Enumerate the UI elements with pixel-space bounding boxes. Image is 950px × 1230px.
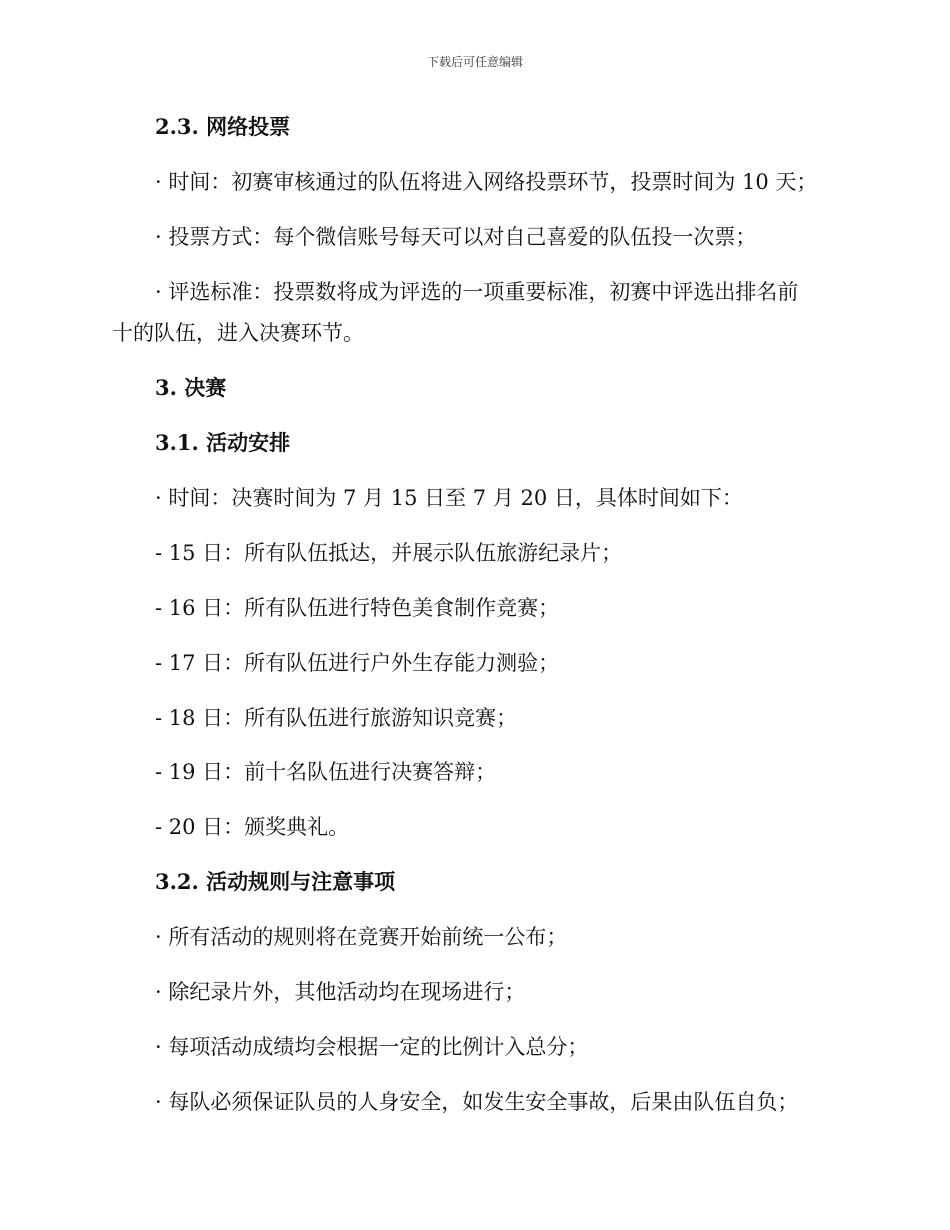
paragraph-selection-criteria: · 评选标准：投票数将成为评选的一项重要标准，初赛中评选出排名前 [155, 280, 799, 304]
section-heading-3: 3. 决赛 [155, 375, 227, 400]
schedule-item-20: - 20 日：颁奖典礼。 [155, 815, 350, 839]
page-header: 下载后可任意编辑 [426, 55, 523, 69]
section-heading-3-1: 3.1. 活动安排 [155, 430, 291, 455]
rule-item-3: · 每项活动成绩均会根据一定的比例计入总分； [155, 1035, 589, 1059]
section-heading-2-3: 2.3. 网络投票 [155, 114, 291, 139]
paragraph-voting-time: · 时间：初赛审核通过的队伍将进入网络投票环节，投票时间为 10 天； [155, 170, 818, 194]
schedule-item-15: - 15 日：所有队伍抵达，并展示队伍旅游纪录片； [155, 541, 623, 565]
rule-item-1: · 所有活动的规则将在竞赛开始前统一公布； [155, 925, 568, 949]
rule-item-4: · 每队必须保证队员的人身安全，如发生安全事故，后果由队伍自负； [155, 1090, 799, 1114]
schedule-item-16: - 16 日：所有队伍进行特色美食制作竞赛； [155, 596, 560, 620]
paragraph-final-time: · 时间：决赛时间为 7 月 15 日至 7 月 20 日，具体时间如下： [155, 486, 743, 510]
paragraph-selection-criteria-cont: 十的队伍，进入决赛环节。 [112, 321, 364, 345]
rule-item-2: · 除纪录片外，其他活动均在现场进行； [155, 980, 526, 1004]
schedule-item-17: - 17 日：所有队伍进行户外生存能力测验； [155, 651, 560, 675]
section-heading-3-2: 3.2. 活动规则与注意事项 [155, 869, 396, 894]
schedule-item-19: - 19 日：前十名队伍进行决赛答辩； [155, 760, 497, 784]
schedule-item-18: - 18 日：所有队伍进行旅游知识竞赛； [155, 706, 518, 730]
paragraph-voting-method: · 投票方式：每个微信账号每天可以对自己喜爱的队伍投一次票； [155, 225, 757, 249]
